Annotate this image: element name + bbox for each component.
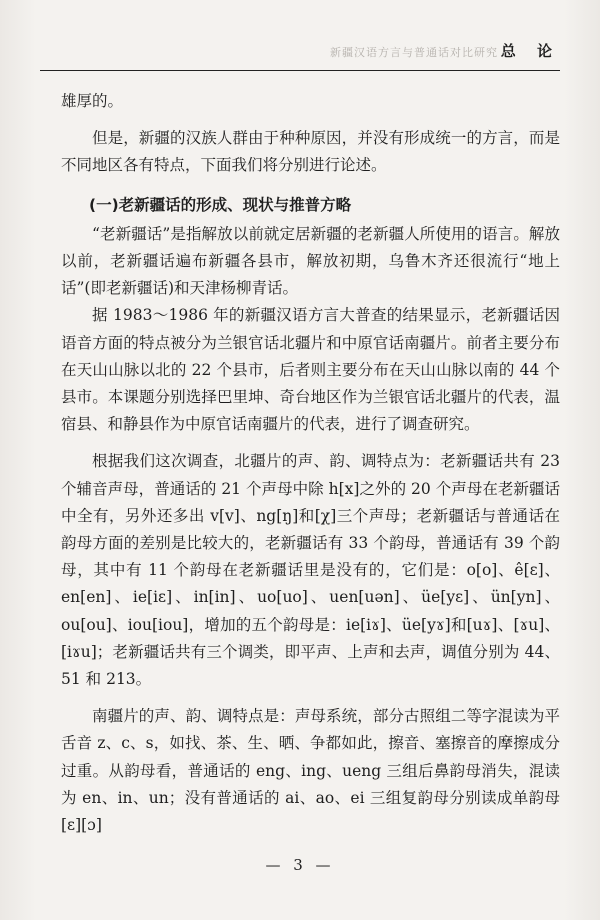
paragraph: 雄厚的。 bbox=[61, 92, 124, 110]
section-heading: (一)老新疆话的形成、现状与推普方略 bbox=[89, 195, 352, 214]
running-header bbox=[40, 40, 560, 66]
paragraph: 南疆片的声、韵、调特点是：声母系统，部分古照组二等字混读为平舌音 z、c、s，如找、茶、生、晒、争都如此，擦音、塞擦音的摩擦成分过重。从韵母看，普通话的 eng、ing、ueng 三组后鼻韵母消失，混读为 en、in、un；没有普通话的 ai、ao、ei 三组复韵母分别读成单韵母[ɛ][ɔ] bbox=[61, 707, 560, 835]
paragraph: 据 1983～1986 年的新疆汉语方言大普查的结果显示，老新疆话因语音方面的特点被分为兰银官话北疆片和中原官话南疆片。前者主要分布在天山山脉以北的 22 个县市，后者则主要分布在天山山脉以南的 44 个县市。本课题分别选择巴里坤、奇台地区作为兰银官话北疆片的代表，温宿县、和静县作为中原官话南疆片的代表，进行了调查研究。 bbox=[61, 306, 560, 434]
paragraph: “老新疆话”是指解放以前就定居新疆的老新疆人所使用的语言。解放以前，老新疆话遍布新疆各县市，解放初期，乌鲁木齐还很流行“地上话”(即老新疆话)和天津杨柳青话。 bbox=[61, 224, 560, 298]
paragraph: 根据我们这次调查，北疆片的声、韵、调特点为：老新疆话共有 23 个辅音声母，普通话的 21 个声母中除 h[x]之外的 20 个声母在老新疆话中全有，另外还多出 v[v]、ng[ŋ]和[χ]三个声母；老新疆话与普通话在韵母方面的差别是比较大的，老新疆话有 33 个韵母，普通话有 39 个韵母，其中有 11 个韵母在老新疆话里是没有的，它们是：o[o]、ê[ɛ]、en[en]、ie[iɛ]、in[in]、uo[uo]、uen[uən]、üe[yɛ]、ün[yn]、ou[ou]、iou[iou]，增加的五个韵母是：ie[iɤ]、üe[yɤ]和[uɤ]、[ɤu]、[iɤu]；老新疆话共有三个调类，即平声、上声和去声，调值分别为 44、51 和 213。 bbox=[61, 452, 560, 689]
header-rule bbox=[40, 70, 560, 71]
body-text bbox=[61, 88, 560, 839]
page-number: — 3 — bbox=[265, 856, 335, 874]
paragraph: 但是，新疆的汉族人群由于种种原因，并没有形成统一的方言，而是不同地区各有特点，下面我们将分别进行论述。 bbox=[61, 129, 560, 175]
chapter-title: 总 论 bbox=[500, 42, 560, 60]
header-bleed-through-text: 新疆汉语方言与普通话对比研究 bbox=[330, 46, 498, 59]
